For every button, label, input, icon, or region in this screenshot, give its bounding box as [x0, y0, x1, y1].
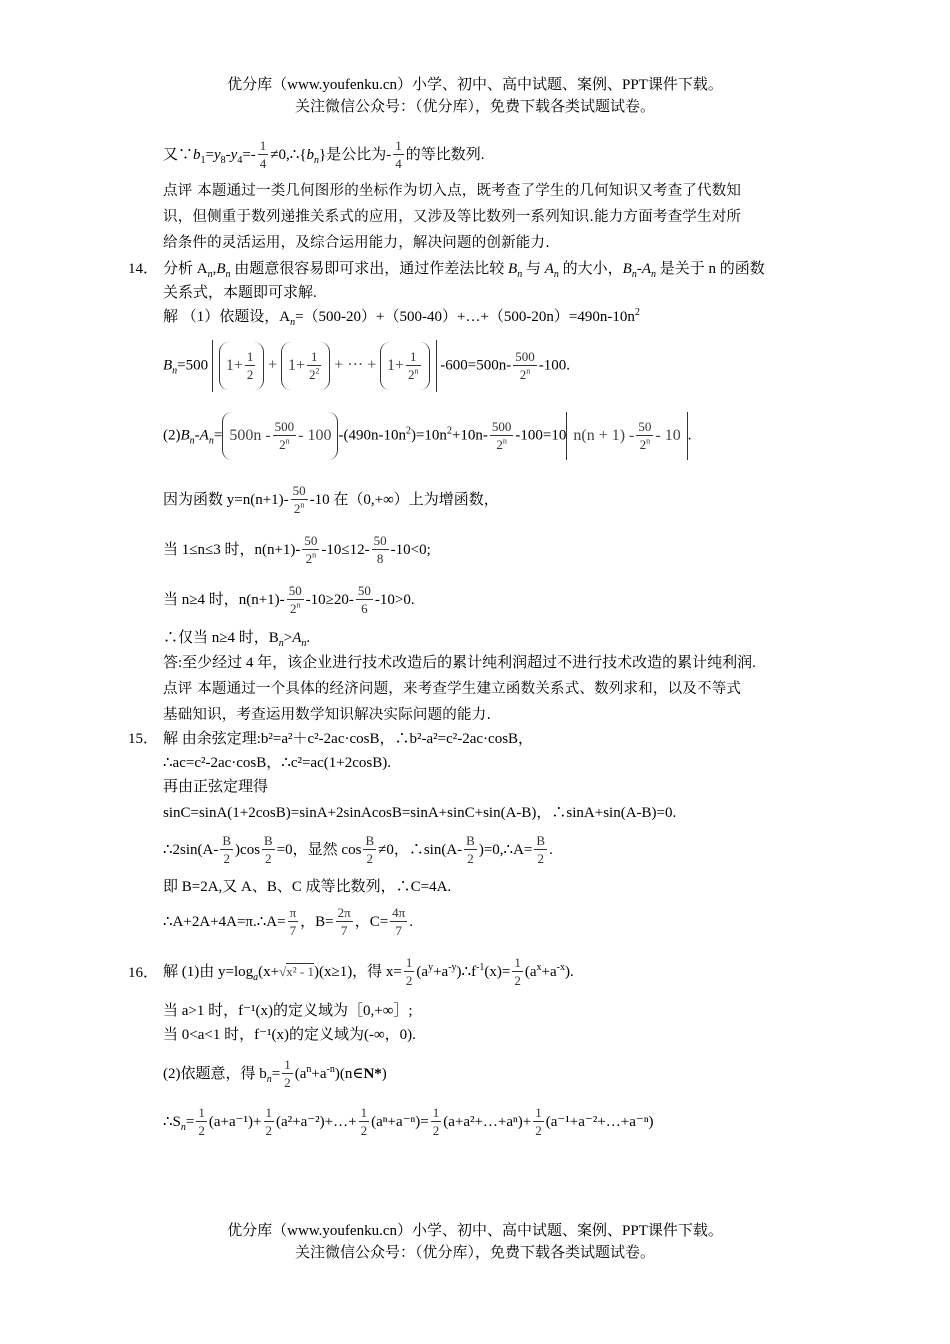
bracket-group: 1+ $\frac{1}{2}$ + 1+ $\frac{1}{2^2}$ + ··· + 1+ $\frac{1}{2^n}$	[212, 340, 437, 392]
p15-line-2: ∴ac=c²-2ac·cosB，∴c²=ac(1+2cosB).	[163, 755, 391, 771]
p14-line-1: 分析 $A_n,B_n$ 由题意很容易即可求出，通过作差法比较 $B_n$ 与 $A_n$ 的大小，$B_n-A_n$ 是关于 n 的函数	[163, 261, 765, 280]
fraction-half: $\frac{1}{2}$	[514, 955, 521, 989]
paren-group: 500n - $\frac{500}{2^n}$ - 100	[222, 412, 338, 460]
fraction-4pi-over-7: $\frac{4\pi}{7}$	[392, 905, 406, 939]
p14-line-5: $(2)B_n-A_n= 500n$ - $\frac{500}{2^n}$ - 100 $-(490n-10n^2)=10n^2+10n-$ $\frac{500}{2^n}$ -100=10 n(n + 1) - $\frac{50}{2^n}$ - 10 .	[163, 412, 835, 460]
text: 的等比数列.	[405, 146, 485, 163]
text: =500	[177, 357, 209, 374]
text: 又∵	[163, 146, 194, 163]
text: 解 （1）依题设，A	[163, 309, 291, 325]
text: )(n∈	[334, 1066, 364, 1082]
text: 当 n≥4 时，n(n+1)-	[163, 592, 285, 608]
text: ∴S	[163, 1114, 181, 1130]
bracket-group: n(n + 1) - $\frac{50}{2^n}$ - 10	[566, 412, 687, 460]
text: =（500-20）+（500-40）+…+（500-20n）=490n-10n	[295, 309, 635, 325]
paren-term: 1+ $\frac{1}{2^2}$	[281, 342, 331, 390]
p15-line-4: sinC=sinA(1+2cosB)=sinA+2sinAcosB=sinA+sinC+sin(A-B)，∴sinA+sin(A-B)=0.	[163, 805, 677, 821]
fraction-b-over-2: $\frac{B}{2}$	[222, 833, 232, 867]
p14-line-3: 解 （1）依题设，$A_n=(500-20)+(500-40)+\dots+(500-20n)=490n-10n^2$	[163, 307, 640, 328]
text: (a	[294, 1066, 307, 1082]
fraction: $\frac{50}{2^n}$	[288, 583, 302, 617]
text: (a+a⁻¹)+	[208, 1114, 262, 1130]
p15-line-3: 再由正弦定理得	[163, 779, 269, 795]
p14-line-6	[163, 480, 835, 520]
text: 分析 A	[163, 261, 208, 277]
text: +a	[311, 1066, 327, 1082]
problem-number-16: 16．	[128, 965, 159, 981]
text: (a²+a⁻²)+…+	[276, 1114, 357, 1130]
fraction-b-over-2: $\frac{B}{2}$	[466, 833, 475, 867]
fraction-one-quarter: $\frac{1}{4}$	[259, 138, 267, 171]
fraction-pi-over-7: $\frac{\pi}{7}$	[289, 905, 297, 939]
fraction-half: $\frac{1}{2}$	[405, 955, 413, 989]
text: )∴f	[456, 964, 477, 980]
p14-line-9: ∴仅当 n≥4 时，$B_n>A_n$.	[163, 630, 311, 649]
text: )(x≥1)，得 x=	[313, 964, 402, 980]
text: ，C=	[354, 914, 389, 930]
fraction: $\frac{50}{2^n}$	[292, 483, 306, 517]
fraction: $\frac{500}{2^n}$	[491, 418, 512, 452]
text: .	[409, 914, 413, 930]
footer-line-1: 优分库（www.youfenku.cn）小学、初中、高中试题、案例、PPT课件下载。	[227, 1223, 723, 1239]
p16-line-3: 当 0<a<1 时，f⁻¹(x)的定义域为(-∞，0).	[163, 1027, 416, 1043]
problem-number-15: 15．	[128, 731, 159, 747]
text: -10>0.	[374, 592, 415, 608]
text: 由题意很容易即可求出，通过作差法比较	[234, 261, 505, 277]
text: (a⁻¹+a⁻²+…+a⁻ⁿ)	[545, 1114, 654, 1130]
text: (x)=	[484, 964, 511, 980]
text: -(490n-10n	[338, 427, 406, 444]
fraction-half: $\frac{1}{2}$	[432, 1105, 440, 1139]
text: +a	[433, 964, 449, 980]
p15-line-5	[163, 830, 835, 870]
text: )	[381, 1066, 387, 1082]
fraction-b-over-2: $\frac{B}{2}$	[536, 833, 546, 867]
paren-term: 1+ $\frac{1}{2^n}$	[380, 342, 430, 390]
fraction-2pi-over-7: $\frac{2\pi}{7}$	[337, 905, 351, 939]
text: )=10n	[410, 427, 447, 444]
text: -100=10	[515, 427, 567, 444]
text: (a	[524, 964, 537, 980]
text: 当 1≤n≤3 时，n(n+1)-	[163, 542, 301, 558]
text: ∴2sin(A-	[163, 842, 219, 858]
text: )=0,∴A=	[478, 842, 533, 858]
fraction: $\frac{50}{8}$	[373, 533, 387, 567]
fraction-b-over-2: $\frac{B}{2}$	[264, 833, 273, 867]
text: (2)依题意，得 b	[163, 1066, 267, 1082]
fraction-half: $\frac{1}{2}$	[535, 1105, 542, 1139]
text: -100.	[538, 357, 570, 374]
p16-line-1: 解 (1)由 $y=\log_a(x+√x^2 - 1)(x\ge 1)$，得 x= $\frac{1}{2}$ $(a^y+a^{-y})\therefore f^{-1}(x)=$ $\frac{1}{2}$ $(a^x+a^{-x})$.	[163, 955, 574, 989]
text: ∴A+2A+4A=π.∴A=	[163, 914, 286, 930]
text: +10n-	[451, 427, 488, 444]
text: +a	[541, 964, 557, 980]
p16-line-4: (2)依题意，得 $b_n=$ $\frac{1}{2}$ $(a^n+a^{-n})(n\in N*)$	[163, 1057, 387, 1091]
text: =0，显然 cos	[276, 842, 362, 858]
problem-number-14: 14．	[128, 261, 159, 277]
text: ≠0，∴sin(A-	[378, 842, 463, 858]
text: 是关于 n 的函数	[659, 261, 765, 277]
text: (aⁿ+a⁻ⁿ)=	[371, 1114, 429, 1130]
text: ，B=	[300, 914, 334, 930]
p14-line-8	[163, 580, 835, 620]
text: .	[549, 842, 553, 858]
p15-line-6: 即 B=2A,又 A、B、C 成等比数列，∴C=4A.	[163, 879, 452, 895]
p15-line-1: 解 由余弦定理:b²=a²＋c²-2ac·cosB，∴b²-a²=c²-2ac·cosB，	[163, 731, 534, 747]
text: ≠0,∴{	[270, 146, 307, 163]
text: N*	[363, 1066, 382, 1082]
p14-line-7	[163, 530, 835, 570]
p13-comment-2: 识，但侧重于数列递推关系式的应用，又涉及等比数列一系列知识.能力方面考查学生对所	[163, 209, 742, 225]
text: =-	[242, 146, 256, 163]
p16-line-2: 当 a>1 时，f⁻¹(x)的定义域为［0,+∞］;	[163, 1003, 413, 1019]
p16-line-5: $\therefore S_n=$ $\frac{1}{2}$ (a+a⁻¹)+ $\frac{1}{2}$ (a²+a⁻²)+…+ $\frac{1}{2}$ (aⁿ+a⁻ⁿ)= $\frac{1}{2}$ (a+a²+…+aⁿ)+ $\frac{1}{2}$ (a⁻¹+a⁻²+…+a⁻ⁿ)	[163, 1105, 654, 1139]
text: 的大小，	[562, 261, 623, 277]
p13-comment-1: 点评 本题通过一类几何图形的坐标作为切入点，既考查了学生的几何知识又考查了代数知	[163, 183, 742, 199]
page-footer	[0, 1220, 950, 1264]
header-line-2: 关注微信公众号：（优分库），免费下载各类试题试卷。	[294, 99, 655, 115]
text: -10<0;	[390, 542, 431, 558]
text: ∴仅当 n≥4 时，B	[163, 630, 279, 646]
paren-term: 1+ $\frac{1}{2}$	[219, 342, 265, 390]
p15-line-7	[163, 902, 835, 942]
text: 因为函数 y=n(n+1)-	[163, 492, 289, 508]
header-line-1: 优分库（www.youfenku.cn）小学、初中、高中试题、案例、PPT课件下载。	[227, 77, 723, 93]
text: -10 在（0,+∞）上为增函数，	[309, 492, 499, 508]
text: -10≥20-	[305, 592, 354, 608]
text: + ··· +	[334, 356, 377, 374]
text: ).	[565, 964, 574, 980]
text: )cos	[235, 842, 261, 858]
text: -600=500n-	[440, 357, 512, 374]
p14-comment-1: 点评 本题通过一个具体的经济问题，来考查学生建立函数关系式、数列求和，以及不等式	[163, 681, 742, 697]
fraction-500-over-2n: $\frac{500}{2^n}$	[515, 348, 535, 382]
fraction-half: $\frac{1}{2}$	[198, 1105, 205, 1139]
fraction: $\frac{50}{6}$	[357, 583, 371, 617]
fraction-half: $\frac{1}{2}$	[284, 1057, 291, 1091]
text: -10≤12-	[321, 542, 370, 558]
text: (x+	[258, 964, 280, 980]
text: (a	[416, 964, 429, 980]
text: (a+a²+…+aⁿ)+	[443, 1114, 532, 1130]
fraction-b-over-2: $\frac{B}{2}$	[365, 833, 375, 867]
fraction-one-quarter: $\frac{1}{4}$	[395, 138, 402, 171]
sqrt-expression: √x² - 1	[279, 964, 314, 979]
p13-comment-3: 给条件的灵活运用，及综合运用能力，解决问题的创新能力.	[163, 235, 551, 251]
fraction-half: $\frac{1}{2}$	[265, 1105, 272, 1139]
fraction: $\frac{50}{2^n}$	[304, 533, 318, 567]
text: }是公比为-	[319, 146, 392, 163]
p14-line-2: 关系式，本题即可求解.	[163, 285, 317, 301]
footer-line-2: 关注微信公众号：（优分库），免费下载各类试题试卷。	[294, 1245, 655, 1261]
p14-answer: 答:至少经过 4 年，该企业进行技术改造后的累计纯利润超过不进行技术改造的累计纯利润.	[163, 655, 756, 671]
p14-bn-formula: $B_n=500$ 1+ $\frac{1}{2}$ + 1+ $\frac{1}{2^2}$ + ··· + 1+ $\frac{1}{2^n}$ -600=500n- $\frac{500}{2^n}$ -100.	[163, 340, 835, 392]
p13-line-1: 又$\because b_1=y_8-y_4=-$ $\frac{1}{4}$ $\ne 0,\therefore\{b_n\}$是公比为- $\frac{1}{4}$ 的等比数列.	[163, 138, 485, 171]
fraction-half: $\frac{1}{2}$	[360, 1105, 368, 1139]
p14-comment-2: 基础知识，考查运用数学知识解决实际问题的能力.	[163, 707, 492, 723]
text: 解 (1)由 y=log	[163, 964, 254, 980]
